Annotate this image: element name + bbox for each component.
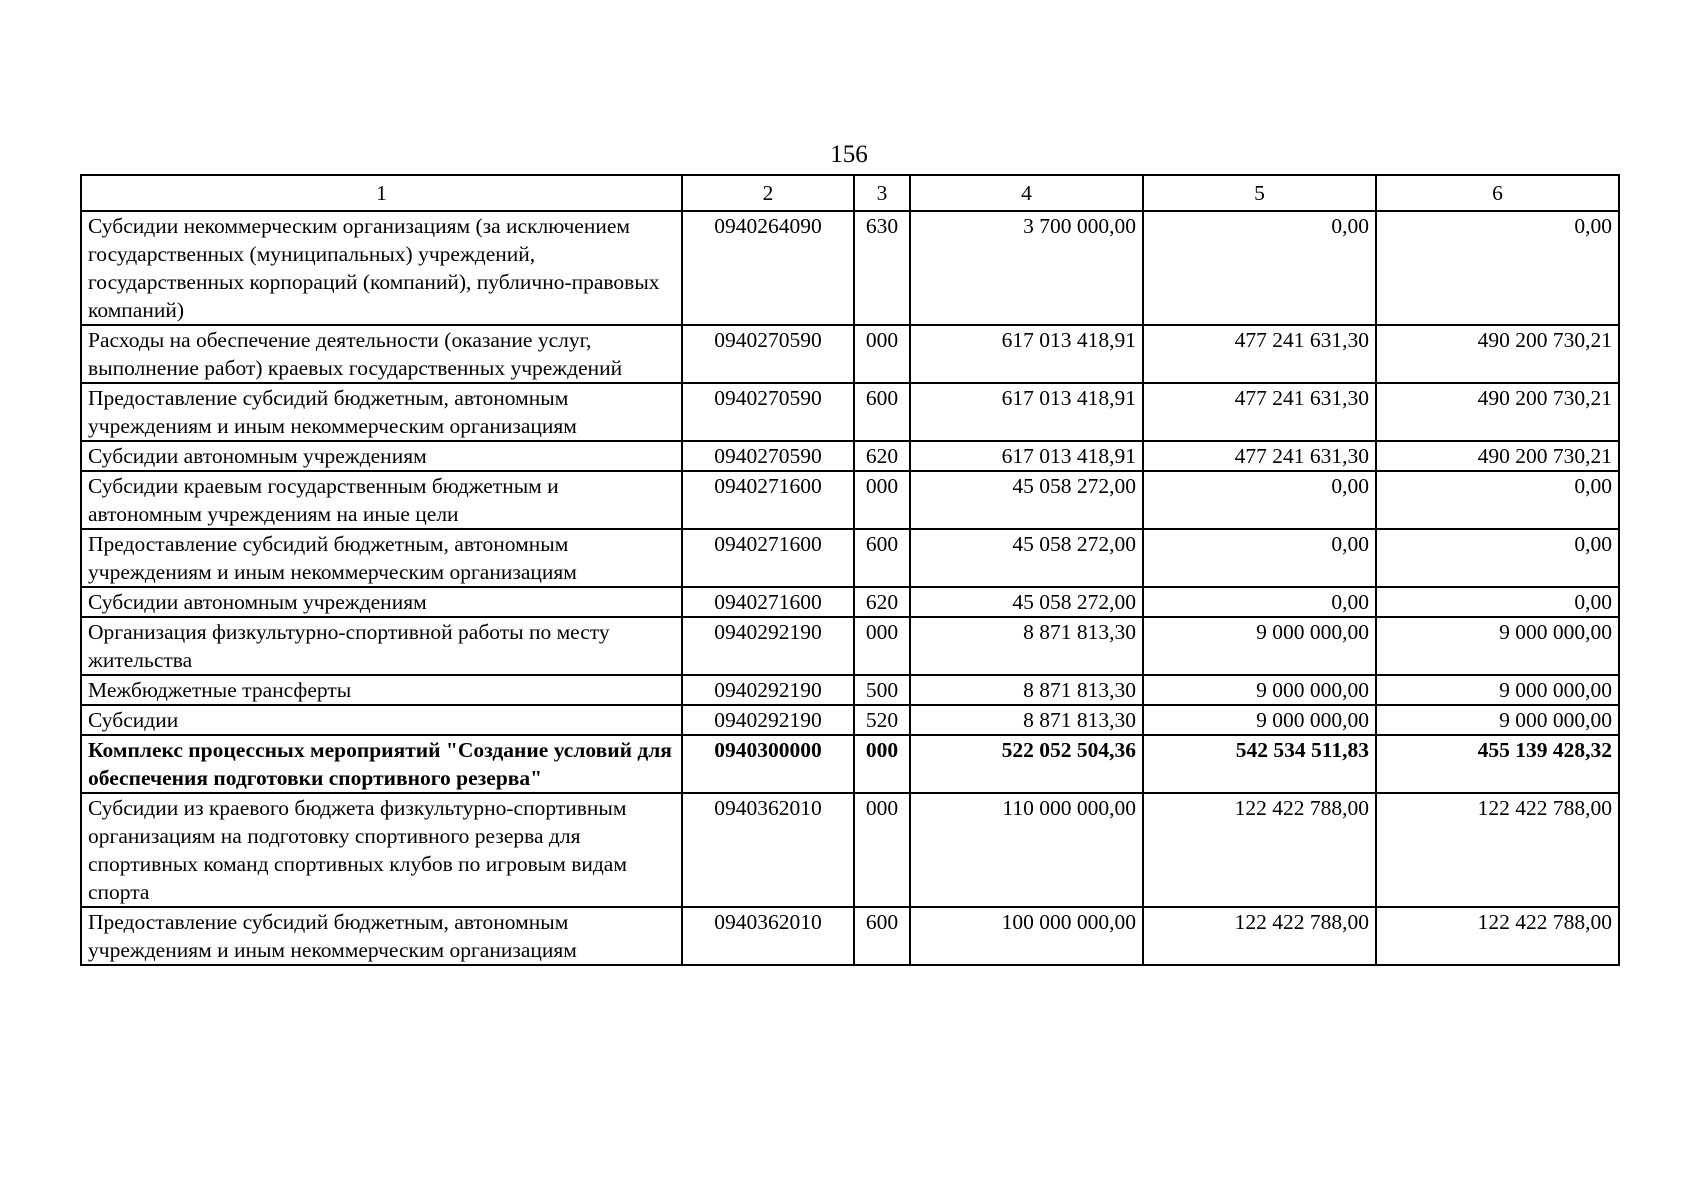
row-csr-code: 0940270590	[682, 383, 854, 441]
row-amount-1: 3 700 000,00	[910, 211, 1143, 325]
row-name: Расходы на обеспечение деятельности (оказание услуг, выполнение работ) краевых государственных учреждений	[81, 325, 682, 383]
row-amount-3: 9 000 000,00	[1376, 617, 1619, 675]
row-amount-3: 9 000 000,00	[1376, 675, 1619, 705]
row-amount-2: 0,00	[1143, 211, 1376, 325]
budget-table	[80, 174, 1620, 966]
row-amount-1: 522 052 504,36	[910, 735, 1143, 793]
row-amount-2: 477 241 631,30	[1143, 383, 1376, 441]
row-name: Предоставление субсидий бюджетным, автономным учреждениям и иным некоммерческим организациям	[81, 383, 682, 441]
row-amount-1: 617 013 418,91	[910, 441, 1143, 471]
page-number: 156	[830, 141, 868, 168]
table-row	[81, 675, 1619, 705]
row-name: Межбюджетные трансферты	[81, 675, 682, 705]
row-csr-code: 0940271600	[682, 471, 854, 529]
table-row	[81, 471, 1619, 529]
row-amount-1: 8 871 813,30	[910, 617, 1143, 675]
row-csr-code: 0940264090	[682, 211, 854, 325]
row-name: Субсидии автономным учреждениям	[81, 441, 682, 471]
row-name: Предоставление субсидий бюджетным, автономным учреждениям и иным некоммерческим организациям	[81, 529, 682, 587]
row-amount-2: 9 000 000,00	[1143, 705, 1376, 735]
row-csr-code: 0940271600	[682, 529, 854, 587]
table-header	[81, 175, 1619, 211]
row-amount-2: 0,00	[1143, 587, 1376, 617]
table-row	[81, 587, 1619, 617]
row-amount-1: 45 058 272,00	[910, 471, 1143, 529]
row-amount-3: 9 000 000,00	[1376, 705, 1619, 735]
row-amount-1: 617 013 418,91	[910, 325, 1143, 383]
header-row	[81, 175, 1619, 211]
table-row	[81, 325, 1619, 383]
column-header-vr: 3	[854, 175, 910, 211]
column-header-amount-3: 6	[1376, 175, 1619, 211]
row-amount-2: 9 000 000,00	[1143, 617, 1376, 675]
row-vr-code: 000	[854, 793, 910, 907]
table-body	[81, 211, 1619, 965]
table-row	[81, 211, 1619, 325]
row-csr-code: 0940271600	[682, 587, 854, 617]
row-amount-1: 617 013 418,91	[910, 383, 1143, 441]
table-row	[81, 383, 1619, 441]
row-csr-code: 0940362010	[682, 907, 854, 965]
row-vr-code: 600	[854, 383, 910, 441]
row-vr-code: 600	[854, 529, 910, 587]
row-csr-code: 0940270590	[682, 325, 854, 383]
row-amount-3: 0,00	[1376, 471, 1619, 529]
row-vr-code: 630	[854, 211, 910, 325]
row-csr-code: 0940362010	[682, 793, 854, 907]
row-vr-code: 000	[854, 735, 910, 793]
row-amount-2: 122 422 788,00	[1143, 793, 1376, 907]
table-row	[81, 441, 1619, 471]
row-csr-code: 0940292190	[682, 675, 854, 705]
row-amount-3: 0,00	[1376, 211, 1619, 325]
table-row	[81, 793, 1619, 907]
row-vr-code: 500	[854, 675, 910, 705]
table-row	[81, 705, 1619, 735]
row-amount-2: 542 534 511,83	[1143, 735, 1376, 793]
row-vr-code: 000	[854, 617, 910, 675]
row-name: Комплекс процессных мероприятий "Создание условий для обеспечения подготовки спортивного резерва"	[81, 735, 682, 793]
row-amount-1: 8 871 813,30	[910, 705, 1143, 735]
row-name: Субсидии некоммерческим организациям (за исключением государственных (муниципальных) учреждений, государственных корпораций (компаний), публично-правовых компаний)	[81, 211, 682, 325]
row-csr-code: 0940300000	[682, 735, 854, 793]
row-amount-3: 0,00	[1376, 529, 1619, 587]
row-amount-3: 490 200 730,21	[1376, 441, 1619, 471]
column-header-csr: 2	[682, 175, 854, 211]
row-amount-3: 122 422 788,00	[1376, 907, 1619, 965]
row-amount-2: 9 000 000,00	[1143, 675, 1376, 705]
row-name: Субсидии из краевого бюджета физкультурно-спортивным организациям на подготовку спортивного резерва для спортивных команд спортивных клубов по игровым видам спорта	[81, 793, 682, 907]
table-row	[81, 529, 1619, 587]
row-vr-code: 620	[854, 441, 910, 471]
row-name: Субсидии краевым государственным бюджетным и автономным учреждениям на иные цели	[81, 471, 682, 529]
row-vr-code: 000	[854, 471, 910, 529]
row-vr-code: 000	[854, 325, 910, 383]
row-amount-3: 490 200 730,21	[1376, 325, 1619, 383]
row-amount-3: 455 139 428,32	[1376, 735, 1619, 793]
row-amount-3: 0,00	[1376, 587, 1619, 617]
row-name: Субсидии	[81, 705, 682, 735]
column-header-amount-1: 4	[910, 175, 1143, 211]
column-header-amount-2: 5	[1143, 175, 1376, 211]
row-amount-3: 490 200 730,21	[1376, 383, 1619, 441]
row-csr-code: 0940270590	[682, 441, 854, 471]
table-row	[81, 617, 1619, 675]
row-amount-2: 0,00	[1143, 529, 1376, 587]
row-csr-code: 0940292190	[682, 617, 854, 675]
row-amount-1: 100 000 000,00	[910, 907, 1143, 965]
row-amount-2: 0,00	[1143, 471, 1376, 529]
column-header-name: 1	[81, 175, 682, 211]
row-amount-2: 477 241 631,30	[1143, 441, 1376, 471]
row-amount-2: 122 422 788,00	[1143, 907, 1376, 965]
row-amount-2: 477 241 631,30	[1143, 325, 1376, 383]
row-csr-code: 0940292190	[682, 705, 854, 735]
row-vr-code: 520	[854, 705, 910, 735]
row-name: Субсидии автономным учреждениям	[81, 587, 682, 617]
row-name: Предоставление субсидий бюджетным, автономным учреждениям и иным некоммерческим организациям	[81, 907, 682, 965]
row-amount-3: 122 422 788,00	[1376, 793, 1619, 907]
row-amount-1: 110 000 000,00	[910, 793, 1143, 907]
row-name: Организация физкультурно-спортивной работы по месту жительства	[81, 617, 682, 675]
row-vr-code: 600	[854, 907, 910, 965]
row-amount-1: 45 058 272,00	[910, 529, 1143, 587]
row-vr-code: 620	[854, 587, 910, 617]
table-row	[81, 907, 1619, 965]
row-amount-1: 8 871 813,30	[910, 675, 1143, 705]
table-row	[81, 735, 1619, 793]
row-amount-1: 45 058 272,00	[910, 587, 1143, 617]
